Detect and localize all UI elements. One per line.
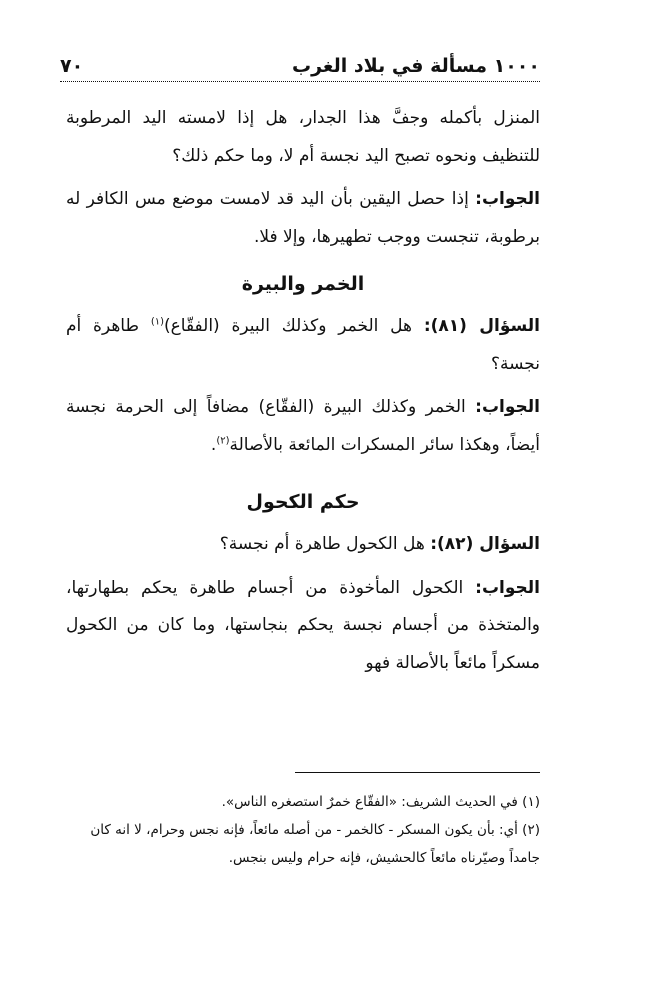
footnote-ref-2: (٢) xyxy=(216,434,230,446)
answer-text: إذا حصل اليقين بأن اليد قد لامست موضع مس الكافر له برطوبة، تنجست ووجب تطهيرها، وإلا فلا. xyxy=(66,189,540,247)
question-label: السؤال (٨٢): xyxy=(430,534,540,554)
book-title: ١٠٠٠ مسألة في بلاد الغرب xyxy=(292,55,540,77)
main-text xyxy=(66,100,540,688)
answer-81 xyxy=(66,389,540,464)
footnote-2: (٢) أي: بأن يكون المسكر - كالخمر - من أصله مائعاً، فإنه نجس وحرام، لا انه كان جامداً وصيّرناه مائعاً كالحشيش، فإنه حرام وليس بنجس. xyxy=(90,822,540,866)
section-heading-alcohol-beer: الخمر والبيرة xyxy=(241,273,365,295)
answer-text: الخمر وكذلك البيرة (الفقّاع) مضافاً إلى الحرمة نجسة أيضاً، وهكذا سائر المسكرات المائعة بالأصالة xyxy=(66,397,540,455)
section-heading-alcohols: حكم الكحول xyxy=(246,491,360,513)
paragraph-continuation: المنزل بأكمله وجفَّ هذا الجدار، هل إذا لامسته اليد المرطوبة للتنظيف ونحوه تصبح اليد نجسة أم لا، وما حكم ذلك؟ xyxy=(66,108,540,166)
question-text: هل الكحول طاهرة أم نجسة؟ xyxy=(219,534,431,554)
question-81 xyxy=(66,308,540,383)
answer-paragraph xyxy=(66,181,540,256)
question-label: السؤال (٨١): xyxy=(423,316,540,336)
page-number: ٧٠ xyxy=(60,55,84,77)
footnote-1: (١) في الحديث الشريف: «الفقّاع خمرٌ استصغره الناس». xyxy=(221,794,540,810)
answer-label: الجواب: xyxy=(475,397,540,417)
footnotes xyxy=(70,788,540,872)
answer-82 xyxy=(66,570,540,683)
answer-text-end: . xyxy=(210,434,217,455)
answer-label: الجواب: xyxy=(475,189,540,209)
answer-text: الكحول المأخوذة من أجسام طاهرة يحكم بطهارتها، والمتخذة من أجسام نجسة يحكم بنجاستها، وما كان من الكحول مسكراً مائعاً بالأصالة فهو xyxy=(66,577,540,673)
question-text: هل الخمر وكذلك البيرة (الفقّاع) xyxy=(164,316,424,336)
question-text-end: طاهرة أم نجسة؟ xyxy=(66,316,540,374)
footnote-ref-1: (١) xyxy=(150,316,164,328)
footnote-separator xyxy=(295,772,540,773)
running-header xyxy=(60,55,540,82)
answer-label: الجواب: xyxy=(475,577,540,598)
question-82 xyxy=(66,526,540,564)
